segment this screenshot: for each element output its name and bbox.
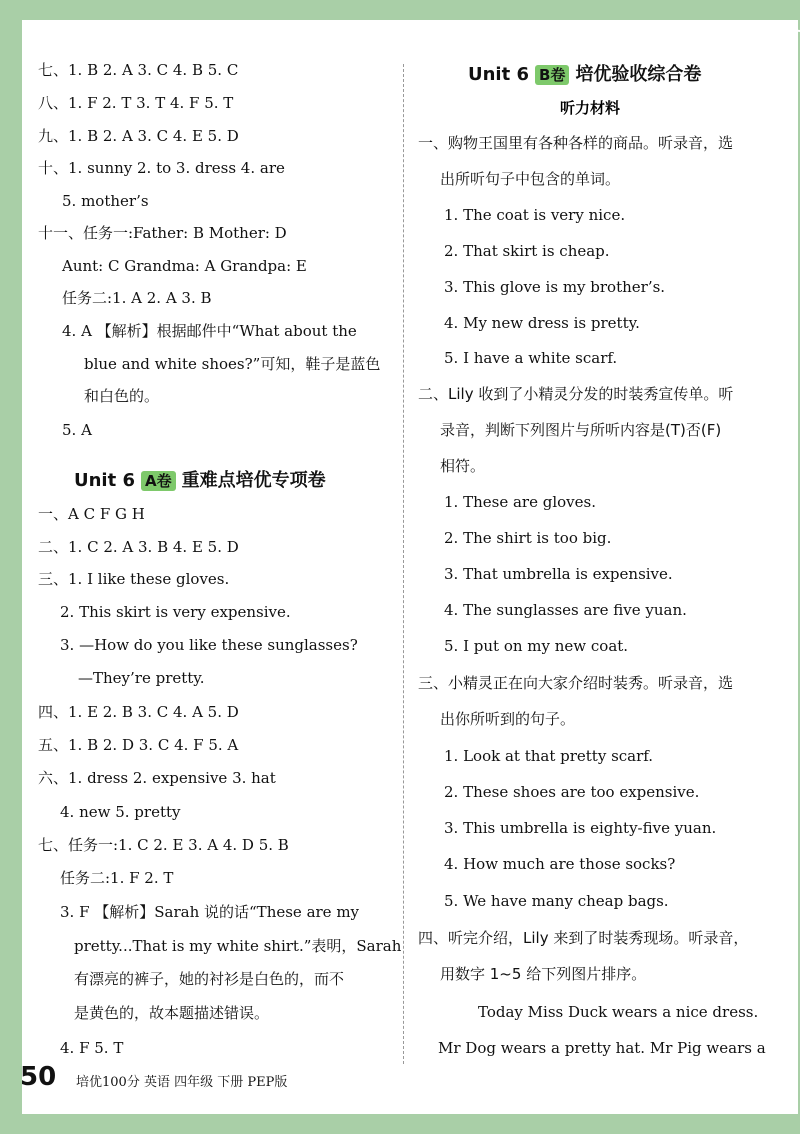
answer-line: 3. F 【解析】Sarah 说的话“These are my [60, 903, 360, 921]
answer-line: 一、A C F G H [38, 505, 145, 523]
transcript-line: 3. This umbrella is eighty-five yuan. [444, 819, 717, 837]
unit-subtitle: 重难点培优专项卷 [181, 470, 326, 491]
unit-badge: B卷 [535, 65, 569, 85]
answer-line: 任务二:1. A 2. A 3. B [62, 289, 212, 307]
page-number: 50 [20, 1062, 57, 1092]
transcript-line: 4. My new dress is pretty. [444, 314, 640, 332]
answer-line: 五、1. B 2. D 3. C 4. F 5. A [38, 736, 239, 754]
column-divider [403, 64, 404, 1064]
answer-line: 2. This skirt is very expensive. [60, 603, 291, 621]
transcript-line: 3. This glove is my brother’s. [444, 278, 666, 296]
question-line: 一、购物王国里有各种各样的商品。听录音，选 [418, 134, 734, 152]
question-line: 用数字 1~5 给下列图片排序。 [440, 965, 647, 983]
unit-badge: A卷 [141, 471, 176, 491]
answer-line: pretty...That is my white shirt.”表明，Sarah [74, 937, 402, 955]
unit-title: Unit 6 [468, 64, 529, 85]
transcript-line: 4. How much are those socks? [444, 855, 676, 873]
unit-title: Unit 6 [74, 470, 135, 491]
answer-line: 六、1. dress 2. expensive 3. hat [38, 769, 276, 787]
question-line: 录音，判断下列图片与所听内容是(T)否(F) [440, 421, 722, 439]
transcript-line: Today Miss Duck wears a nice dress. [478, 1003, 759, 1021]
answer-line: Aunt: C Grandma: A Grandpa: E [62, 257, 307, 275]
section-subtitle: 听力材料 [560, 99, 621, 117]
unit-heading-a [74, 466, 326, 492]
transcript-line: 2. The shirt is too big. [444, 529, 612, 547]
question-line: 出你所听到的句子。 [440, 710, 576, 728]
transcript-line: 2. That skirt is cheap. [444, 242, 610, 260]
answer-line: 是黄色的，故本题描述错误。 [74, 1004, 270, 1022]
question-line: 三、小精灵正在向大家介绍时装秀。听录音，选 [418, 674, 734, 692]
transcript-line: 1. These are gloves. [444, 493, 596, 511]
answer-line: 5. mother’s [62, 192, 149, 210]
transcript-line: Mr Dog wears a pretty hat. Mr Pig wears a [438, 1039, 766, 1057]
unit-subtitle: 培优验收综合卷 [575, 64, 702, 85]
transcript-line: 5. I put on my new coat. [444, 637, 629, 655]
answer-line: —They’re pretty. [78, 669, 205, 687]
question-line: 相符。 [440, 457, 486, 475]
answer-line: 5. A [62, 421, 92, 439]
question-line: 二、Lily 收到了小精灵分发的时装秀宣传单。听 [418, 385, 734, 403]
answer-line: 有漂亮的裤子，她的衬衫是白色的，而不 [74, 970, 345, 988]
answer-line: blue and white shoes?”可知，鞋子是蓝色 [84, 355, 381, 373]
answer-line: 九、1. B 2. A 3. C 4. E 5. D [38, 127, 239, 145]
answer-line: 八、1. F 2. T 3. T 4. F 5. T [38, 94, 234, 112]
transcript-line: 5. We have many cheap bags. [444, 892, 669, 910]
answer-line: 四、1. E 2. B 3. C 4. A 5. D [38, 703, 239, 721]
answer-line: 十一、任务一:Father: B Mother: D [38, 224, 287, 242]
wave-decoration [22, 8, 800, 38]
answer-line: 4. A 【解析】根据邮件中“What about the [62, 322, 357, 340]
answer-line: 二、1. C 2. A 3. B 4. E 5. D [38, 538, 239, 556]
answer-line: 三、1. I like these gloves. [38, 570, 230, 588]
footer-text: 培优100分 英语 四年级 下册 PEP版 [76, 1075, 288, 1090]
transcript-line: 4. The sunglasses are five yuan. [444, 601, 687, 619]
transcript-line: 3. That umbrella is expensive. [444, 565, 673, 583]
transcript-line: 1. Look at that pretty scarf. [444, 747, 654, 765]
transcript-line: 2. These shoes are too expensive. [444, 783, 700, 801]
answer-line: 七、1. B 2. A 3. C 4. B 5. C [38, 61, 239, 79]
answer-line: 和白色的。 [84, 387, 160, 405]
answer-line: 3. —How do you like these sunglasses? [60, 636, 358, 654]
question-line: 四、听完介绍，Lily 来到了时装秀现场。听录音， [418, 929, 749, 947]
transcript-line: 5. I have a white scarf. [444, 349, 618, 367]
answer-line: 4. new 5. pretty [60, 803, 181, 821]
transcript-line: 1. The coat is very nice. [444, 206, 626, 224]
question-line: 出所听句子中包含的单词。 [440, 170, 621, 188]
answer-line: 七、任务一:1. C 2. E 3. A 4. D 5. B [38, 836, 289, 854]
answer-line: 任务二:1. F 2. T [60, 869, 174, 887]
unit-heading-b [468, 60, 701, 86]
page-border-left [0, 0, 22, 1134]
answer-line: 十、1. sunny 2. to 3. dress 4. are [38, 159, 285, 177]
answer-line: 4. F 5. T [60, 1039, 124, 1057]
